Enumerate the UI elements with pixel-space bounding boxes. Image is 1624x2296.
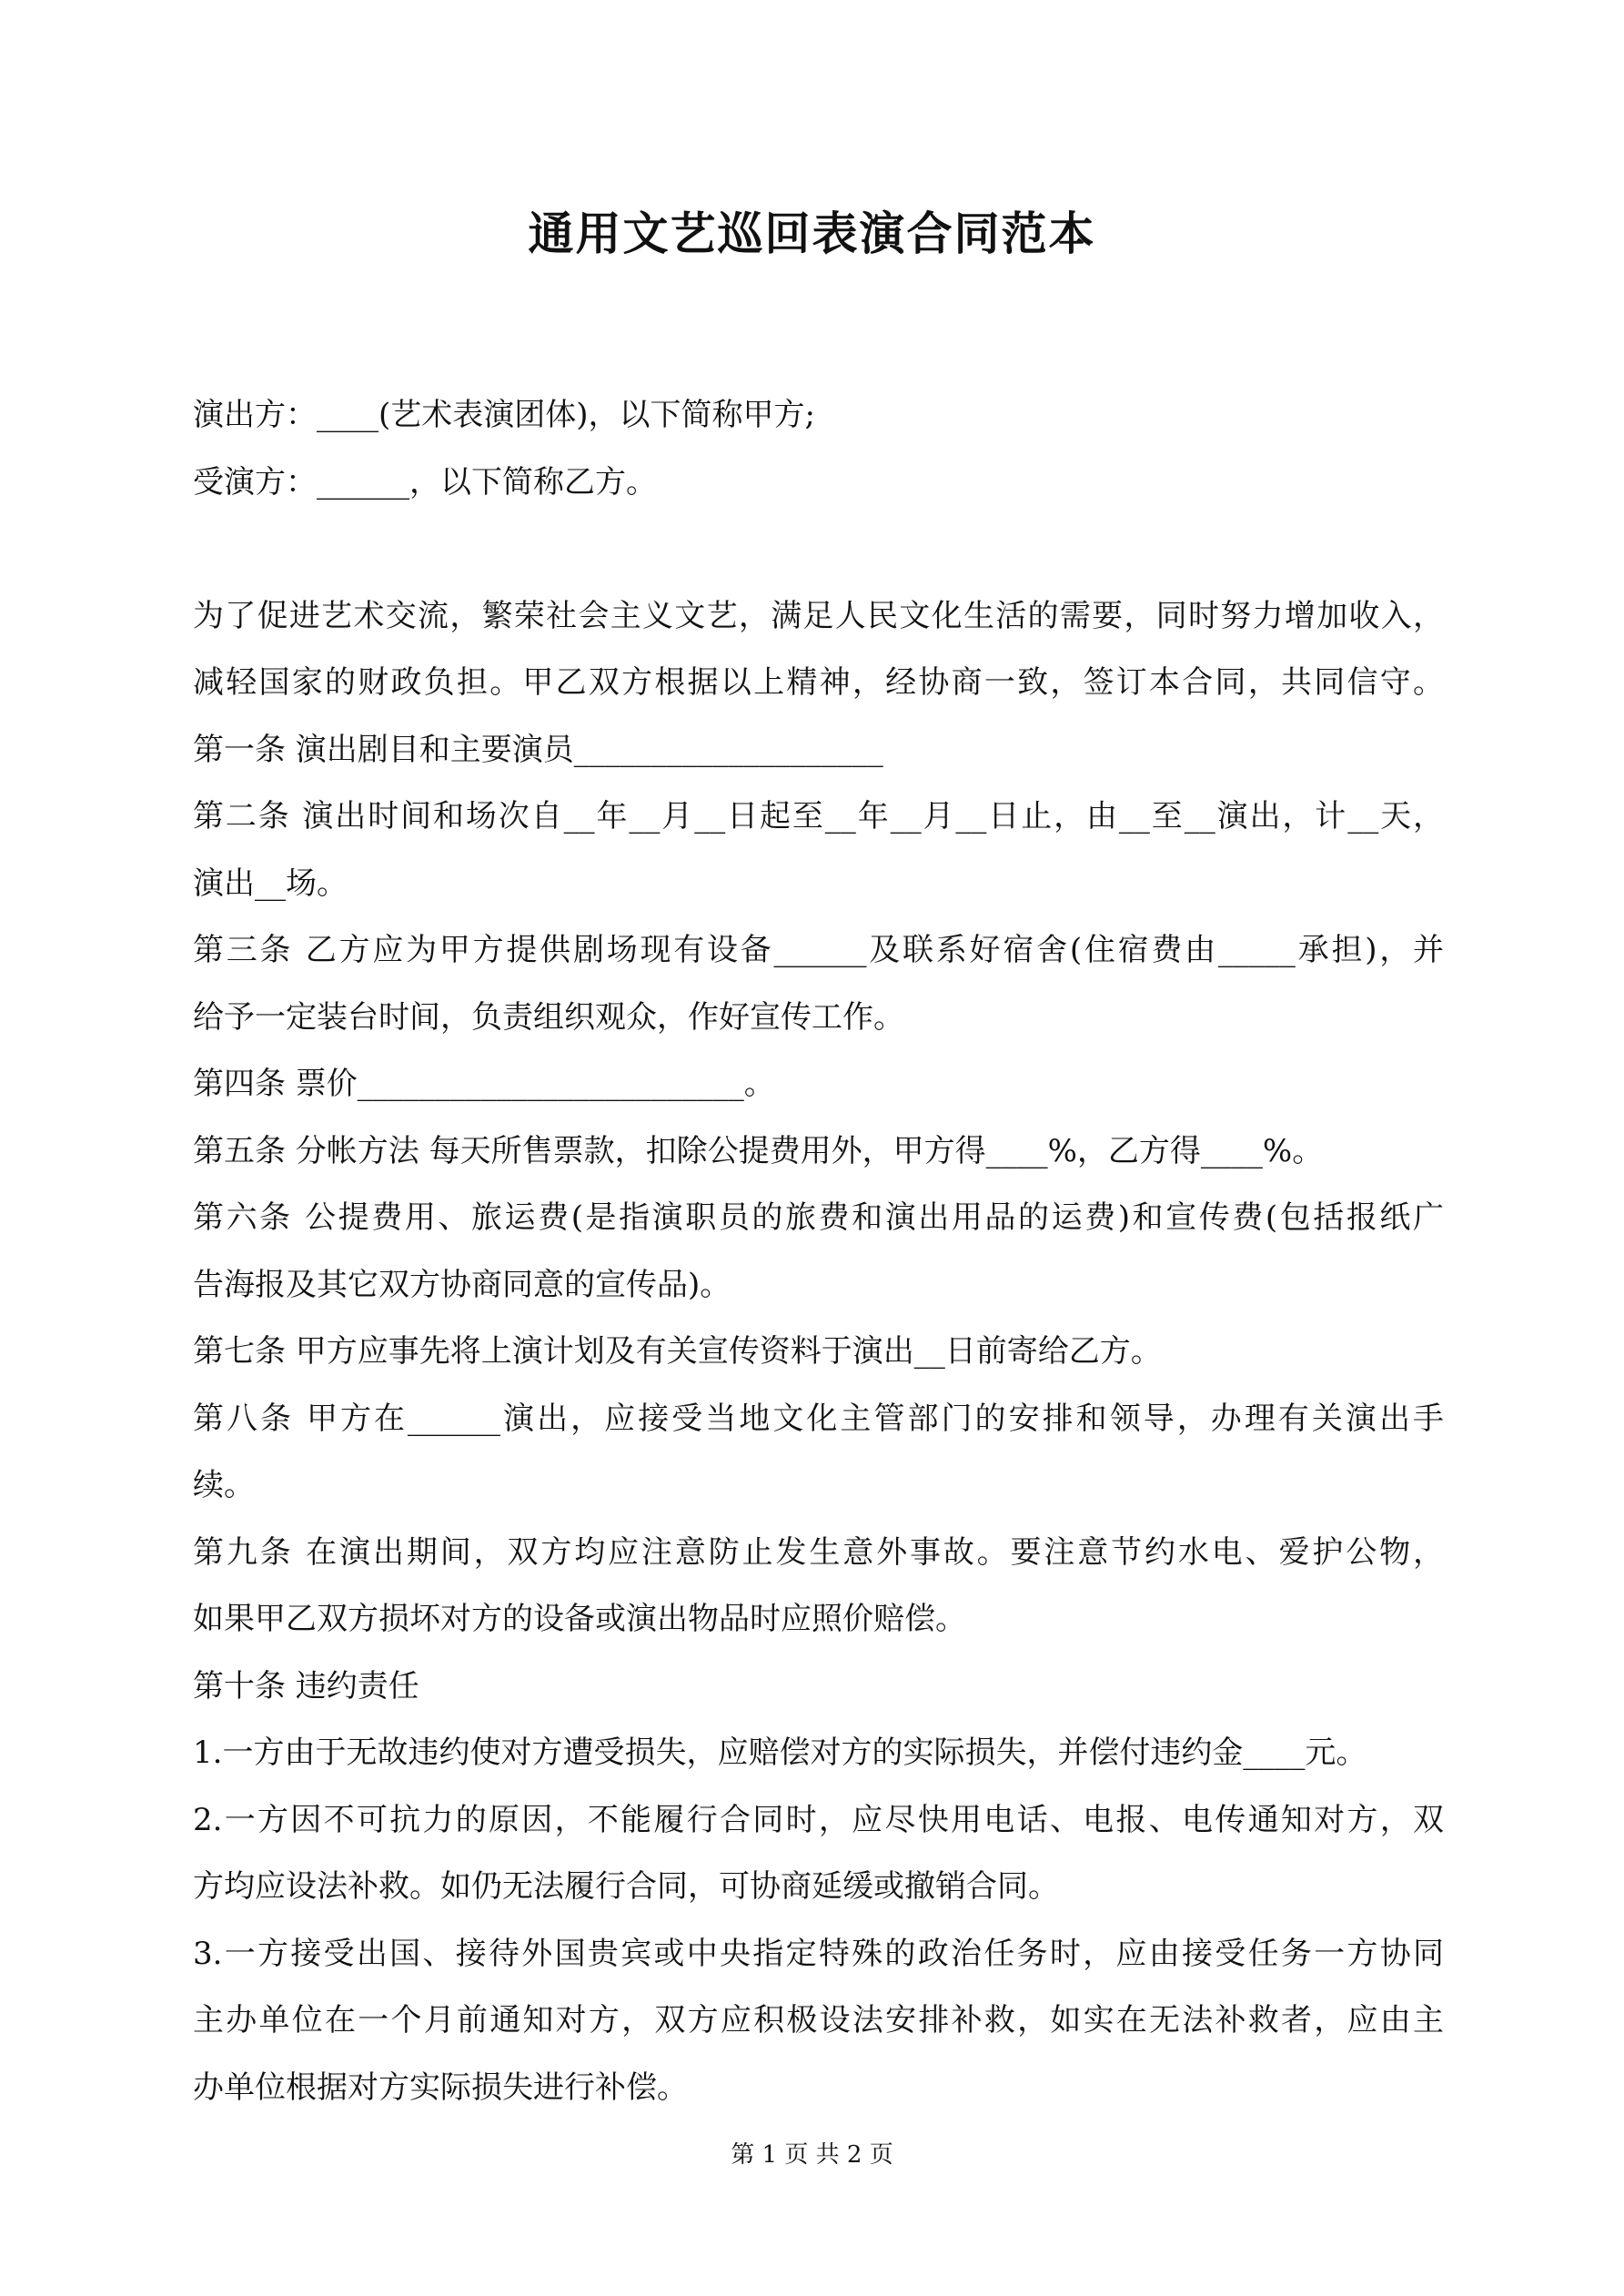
article-6-line-1: 第六条 公提费用、旅运费(是指演职员的旅费和演出用品的运费)和宣传费(包括报纸广 (193, 1199, 1444, 1236)
clause-3-line-1: 3.一方接受出国、接待外国贵宾或中央指定特殊的政治任务时，应由接受任务一方协同 (193, 1935, 1444, 1972)
clause-1: 1.一方由于无故违约使对方遭受损失，应赔偿对方的实际损失，并偿付违约金____元。 (193, 1735, 1367, 1771)
clause-3-line-2: 主办单位在一个月前通知对方，双方应积极设法安排补救，如实在无法补救者，应由主 (193, 2002, 1444, 2038)
preamble-line-2: 减轻国家的财政负担。甲乙双方根据以上精神，经协商一致，签订本合同，共同信守。 (193, 664, 1444, 701)
article-9-line-1: 第九条 在演出期间，双方均应注意防止发生意外事故。要注意节约水电、爱护公物， (193, 1533, 1444, 1571)
article-2-line-2: 演出__场。 (193, 865, 348, 902)
article-1: 第一条 演出剧目和主要演员____________________ (193, 731, 883, 768)
clause-2-line-1: 2.一方因不可抗力的原因，不能履行合同时，应尽快用电话、电报、电传通知对方，双 (193, 1801, 1444, 1838)
article-9-line-2: 如果甲乙双方损坏对方的设备或演出物品时应照价赔偿。 (193, 1601, 966, 1637)
party-performer: 演出方：____(艺术表演团体)，以下简称甲方; (193, 397, 815, 433)
article-3-line-2: 给予一定装台时间，负责组织观众，作好宣传工作。 (193, 998, 904, 1036)
article-10-heading: 第十条 违约责任 (193, 1667, 419, 1704)
article-5: 第五条 分帐方法 每天所售票款，扣除公提费用外，甲方得____%，乙方得____%。 (193, 1132, 1324, 1169)
article-2-line-1: 第二条 演出时间和场次自__年__月__日起至__年__月__日止，由__至__演出，计__天， (193, 798, 1444, 834)
article-7: 第七条 甲方应事先将上演计划及有关宣传资料于演出__日前寄给乙方。 (193, 1333, 1162, 1370)
article-3-line-1: 第三条 乙方应为甲方提供剧场现有设备______及联系好宿舍(住宿费由_____承担)，并 (193, 932, 1444, 968)
clause-3-line-3: 办单位根据对方实际损失进行补偿。 (193, 2068, 688, 2106)
preamble-line-1: 为了促进艺术交流，繁荣社会主义文艺，满足人民文化生活的需要，同时努力增加收入， (193, 597, 1444, 634)
document-body (193, 382, 1444, 2121)
party-host: 受演方：______，以下简称乙方。 (193, 463, 657, 501)
article-8-line-2: 续。 (193, 1467, 255, 1503)
clause-2-line-2: 方均应设法补救。如仍无法履行合同，可协商延缓或撤销合同。 (193, 1868, 1059, 1905)
page-footer: 第 1 页 共 2 页 (731, 2141, 893, 2169)
article-4: 第四条 票价_________________________。 (193, 1066, 775, 1102)
document-title: 通用文艺巡回表演合同范本 (528, 207, 1096, 260)
article-8-line-1: 第八条 甲方在______演出，应接受当地文化主管部门的安排和领导，办理有关演出手 (193, 1400, 1444, 1437)
paragraph-gap (193, 516, 1444, 583)
article-6-line-2: 告海报及其它双方协商同意的宣传品)。 (193, 1266, 731, 1303)
